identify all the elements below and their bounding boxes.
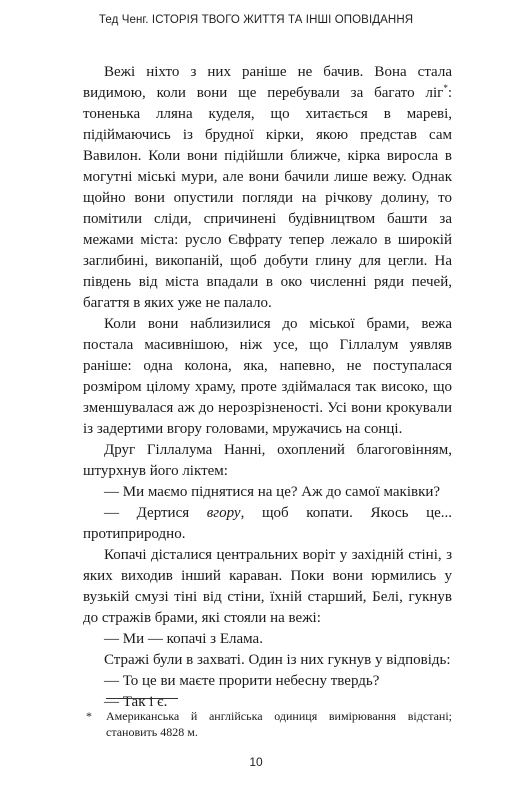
footnote-text: Американська й англійська одиниця вимірювання відстані; становить 4828 м. <box>106 709 452 739</box>
paragraph-text: Вежі ніхто з них раніше не бачив. Вона стала видимою, коли вони ще перебували за багато ліг <box>83 64 452 101</box>
running-head: Тед Ченг. ІСТОРІЯ ТВОГО ЖИТТЯ ТА ІНШІ ОПОВІДАННЯ <box>98 14 414 26</box>
paragraph-text: , щоб копати. Якось це... протиприродно. <box>83 505 452 542</box>
footnote <box>86 708 452 740</box>
dialogue-line <box>83 503 452 545</box>
footnote-marker: * <box>86 709 92 723</box>
dialogue-line: — То це ви маєте прорити небесну твердь? <box>104 673 380 689</box>
paragraph: Стражі були в захваті. Один із них гукнув у відповідь: <box>104 652 451 668</box>
emphasis: вгору <box>206 505 241 521</box>
paragraph <box>83 62 452 314</box>
dialogue-line: — Ми — копачі з Елама. <box>104 631 263 647</box>
footnote-reference: * <box>443 83 448 93</box>
paragraph-text: — Дертися <box>104 505 207 521</box>
paragraph: Копачі дісталися центральних воріт у західній стіні, з яких виходив інший караван. Поки вони юрмились у вузькій смузі тіні від стіни, їхній старший, Белі, гукнув до стражів брами, які стояли на вежі: <box>83 547 452 626</box>
page-number: 10 <box>249 755 263 769</box>
dialogue-line: — Так і є. <box>104 694 168 710</box>
dialogue-line: — Ми маємо піднятися на це? Аж до самої маківки? <box>104 484 441 500</box>
body-text <box>83 62 452 713</box>
footnote-divider <box>106 698 178 699</box>
paragraph: Коли вони наблизилися до міської брами, вежа постала масивнішою, ніж усе, що Гіллалум уявляв раніше: одна колона, яка, напевно, не поступалася розміром цілому храму, проте здіймалася так високо, що зменшувалася аж до нерозрізненості. Усі вони крокували із задертими вгору головами, мружачись на сонці. <box>83 316 452 437</box>
paragraph-text: : тоненька лляна куделя, що хитається в мареві, підіймаючись із брудної кірки, якою представ сам Вавилон. Коли вони підійшли ближче, кірка виросла в могутні міські мури, але вони бачили лише вежу. Однак щойно вони опустили погляди на річкову долину, то помітили сліди, спричинені будівництвом башти за межами міста: русло Євфрату тепер лежало в широкій заглибині, викопаній, щоб добути глину для цегли. На південь від міста впадали в око численні ряди печей, багаття в яких уже не палало. <box>83 85 452 311</box>
paragraph: Друг Гіллалума Нанні, охоплений благоговінням, штурхнув його ліктем: <box>83 442 452 479</box>
